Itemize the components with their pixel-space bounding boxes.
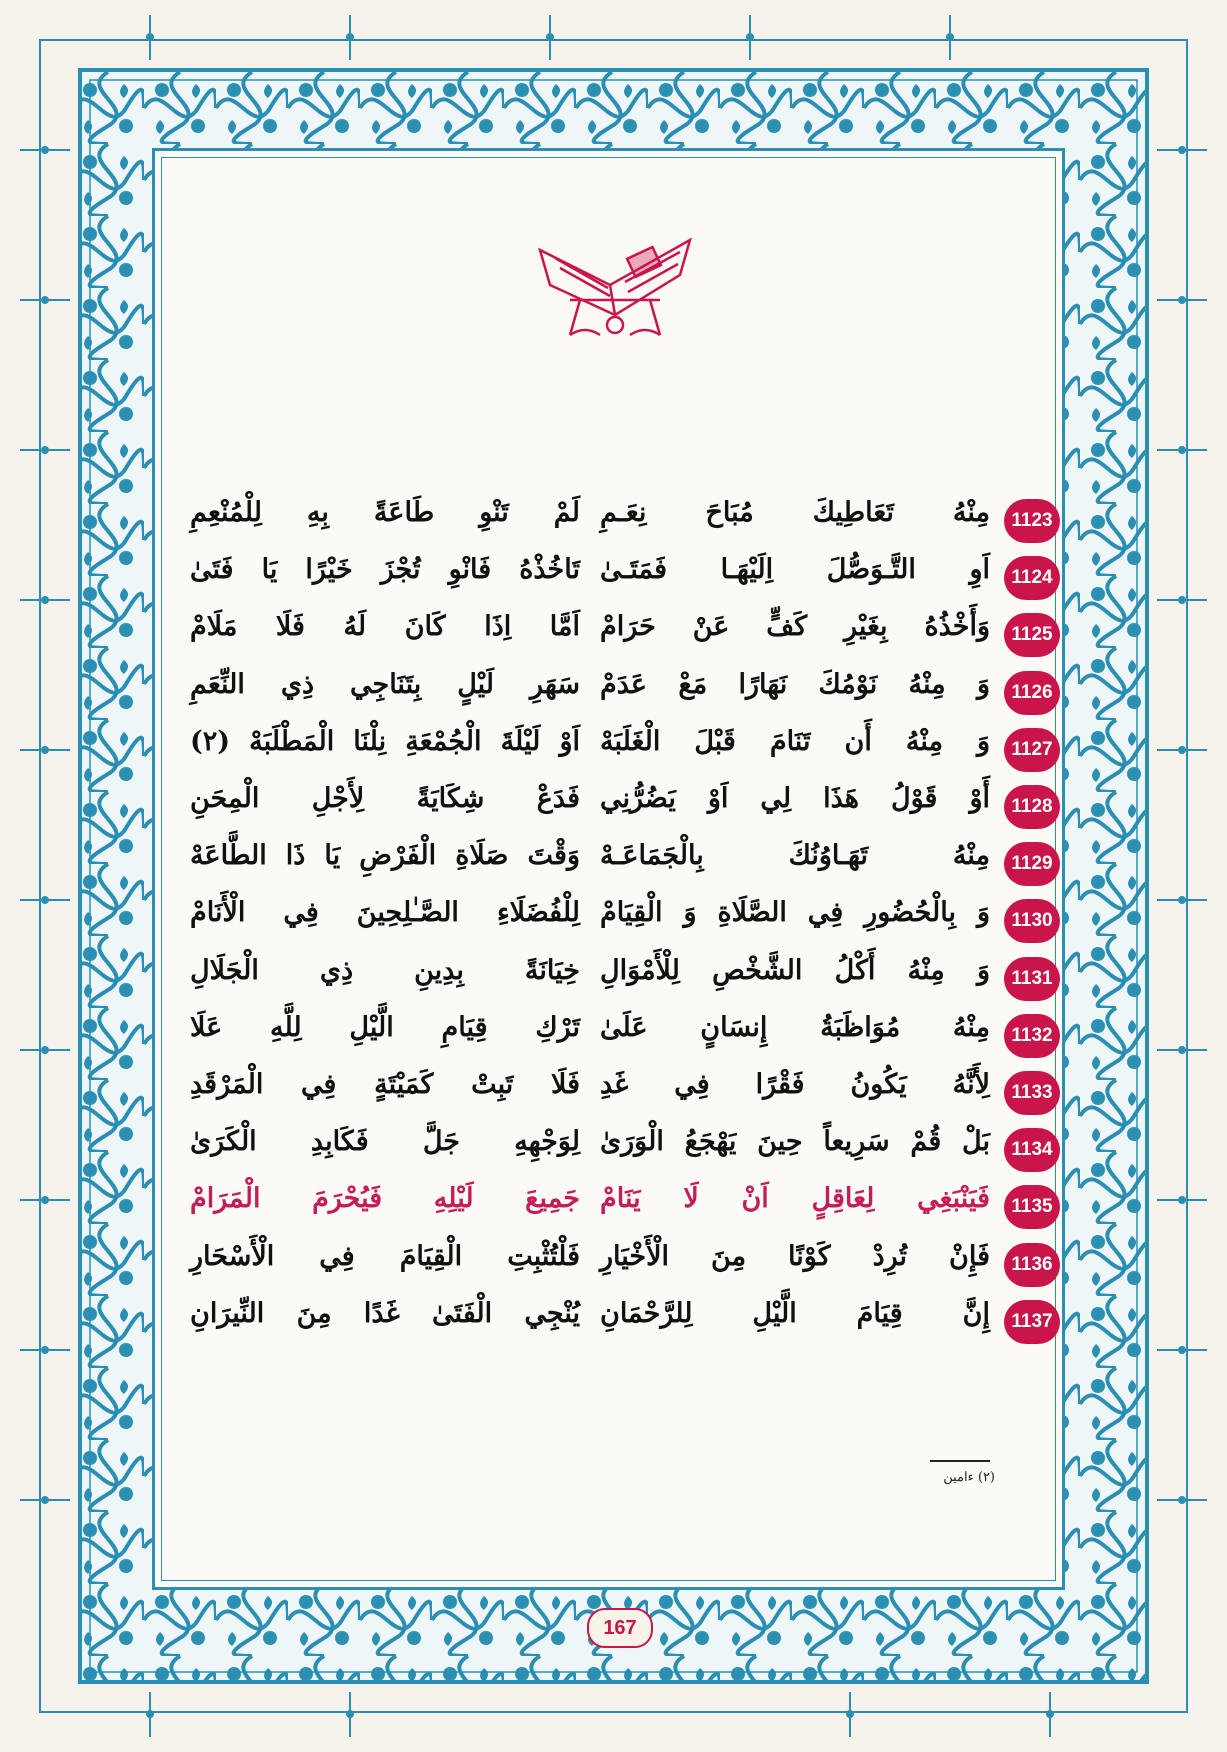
verse-number-badge: 1135 xyxy=(1004,1185,1060,1229)
verse-second-hemistich: جَمِيعَ لَيْلِهِ فَيُحْرَمَ الْمَرَامْ xyxy=(190,1183,580,1215)
verse-first-hemistich: وَ مِنْهُ أَكْلُ الشَّخْصِ لِلْأَمْوَالِ xyxy=(600,954,990,986)
verse-second-hemistich: يُنْجِي الْفَتَىٰ غَدًا مِنَ النِّيرَانِ xyxy=(190,1297,580,1329)
verse-number-badge: 1129 xyxy=(1004,842,1060,886)
verse-row xyxy=(180,1179,1060,1237)
verse-second-hemistich: فَلَا تَبِتْ كَمَيْتَةٍ فِي الْمَرْقَدِ xyxy=(190,1069,580,1100)
verse-row xyxy=(180,722,1060,780)
verse-first-hemistich: لِأَنَّهُ يَكُونُ فَقْرًا فِي غَدِ xyxy=(600,1069,990,1100)
verse-first-hemistich: مِنْهُ مُوَاظَبَةُ إِنسَانٍ عَلَىٰ xyxy=(600,1011,990,1043)
verse-number-badge: 1124 xyxy=(1004,556,1060,600)
verse-first-hemistich: أَوْ قَوْلُ هَذَا لِي اَوْ يَضُرُّنِي xyxy=(600,783,990,814)
verse-number-badge: 1132 xyxy=(1004,1014,1060,1058)
footnote: (٢) ءامين xyxy=(943,1470,995,1485)
footnote-rule xyxy=(930,1460,990,1462)
verse-first-hemistich: وَ مِنْهُ أَن تَنَامَ قَبْلَ الْغَلَبَهْ xyxy=(600,725,990,757)
verse-row xyxy=(180,1065,1060,1123)
verse-number-badge: 1130 xyxy=(1004,899,1060,943)
verse-first-hemistich: مِنْهُ تَعَاطِيكَ مُبَاحَ نِعَـمِ xyxy=(600,497,990,528)
verse-first-hemistich: فَإِنْ تُرِدْ كَوْنًا مِنَ الْأَخْيَارِ xyxy=(600,1240,990,1272)
verse-second-hemistich: اَمَّا اِذَا كَانَ لَهُ فَلَا مَلَامْ xyxy=(190,611,580,643)
verse-second-hemistich: تَاخُذْهُ فَانْوِ تُجْزَ خَيْرًا يَا فَتَىٰ xyxy=(190,554,580,586)
verse-number-badge: 1133 xyxy=(1004,1071,1060,1115)
verse-first-hemistich: إِنَّ قِيَامَ الَّيْلِ لِلرَّحْمَانِ xyxy=(600,1297,990,1329)
verse-number-badge: 1125 xyxy=(1004,613,1060,657)
verse-number-badge: 1126 xyxy=(1004,671,1060,715)
verse-row xyxy=(180,665,1060,723)
verse-row xyxy=(180,1008,1060,1066)
open-book-on-stand-icon xyxy=(530,230,700,350)
verse-number-badge: 1137 xyxy=(1004,1300,1060,1344)
verse-number-badge: 1134 xyxy=(1004,1128,1060,1172)
verse-number-badge: 1136 xyxy=(1004,1243,1060,1287)
verse-second-hemistich: وَقْتَ صَلَاةِ الْفَرْضِ يَا ذَا الطَّاعَهْ xyxy=(190,840,580,872)
verse-second-hemistich: لِلْفُضَلَاءِ الصَّـٰلِحِينَ فِي الْأَنَامْ xyxy=(190,897,580,929)
verse-row xyxy=(180,550,1060,608)
verse-number-badge: 1128 xyxy=(1004,785,1060,829)
verse-row xyxy=(180,607,1060,665)
verse-second-hemistich: لَمْ تَنْوِ طَاعَةً بِهِ لِلْمُنْعِمِ xyxy=(190,497,580,528)
verse-first-hemistich: وَ بِالْحُضُورِ فِي الصَّلَاةِ وَ الْقِيَامْ xyxy=(600,897,990,929)
verse-number-badge: 1131 xyxy=(1004,957,1060,1001)
verse-first-hemistich: بَلْ قُمْ سَرِيعاً حِينَ يَهْجَعُ الْوَرَىٰ xyxy=(600,1126,990,1158)
verse-second-hemistich: فَلْتُثْبِتِ الْقِيَامَ فِي الْأَسْحَارِ xyxy=(190,1240,580,1272)
verse-row xyxy=(180,893,1060,951)
verse-number-badge: 1123 xyxy=(1004,499,1060,543)
verse-first-hemistich: اَوِ التَّـوَصُّلَ اِلَيْهَـا فَمَتَـىٰ xyxy=(600,554,990,586)
verse-row xyxy=(180,1237,1060,1295)
verse-number-badge: 1127 xyxy=(1004,728,1060,772)
verse-second-hemistich: خِيَانَةً بِدِينِ ذِي الْجَلَالِ xyxy=(190,954,580,986)
verse-row xyxy=(180,779,1060,837)
verse-first-hemistich: وَ مِنْهُ نَوْمُكَ نَهَارًا مَعْ عَدَمْ xyxy=(600,668,990,700)
verse-first-hemistich: وَأَخْذُهُ بِغَيْرِ كَفٍّ عَنْ حَرَامْ xyxy=(600,611,990,643)
verse-row xyxy=(180,493,1060,551)
verse-row xyxy=(180,951,1060,1009)
verse-first-hemistich: فَيَنْبَغِي لِعَاقِلٍ اَنْ لَا يَنَامْ xyxy=(600,1183,990,1215)
verse-first-hemistich: مِنْهُ تَهَـاوُنُكَ بِالْجَمَاعَـهْ xyxy=(600,840,990,872)
verse-row xyxy=(180,1122,1060,1180)
verse-second-hemistich: تَرْكِ قِيَامِ الَّيْلِ لِلَّهِ عَلَا xyxy=(190,1011,580,1043)
page-number: 167 xyxy=(587,1608,653,1648)
verse-second-hemistich: فَدَعْ شِكَايَةً لِأَجْلِ الْمِحَنِ xyxy=(190,783,580,814)
verse-row xyxy=(180,836,1060,894)
verse-second-hemistich: سَهَرِ لَيْلٍ بِتَنَاجِي ذِي النِّعَمِ xyxy=(190,668,580,700)
verse-second-hemistich: لِوَجْهِهِ جَلَّ فَكَابِدِ الْكَرَىٰ xyxy=(190,1126,580,1158)
verse-row xyxy=(180,1294,1060,1352)
verse-second-hemistich: اَوْ لَيْلَةَ الْجُمْعَةِ نِلْنَا الْمَطْلَبَهْ (٢) xyxy=(190,725,580,757)
